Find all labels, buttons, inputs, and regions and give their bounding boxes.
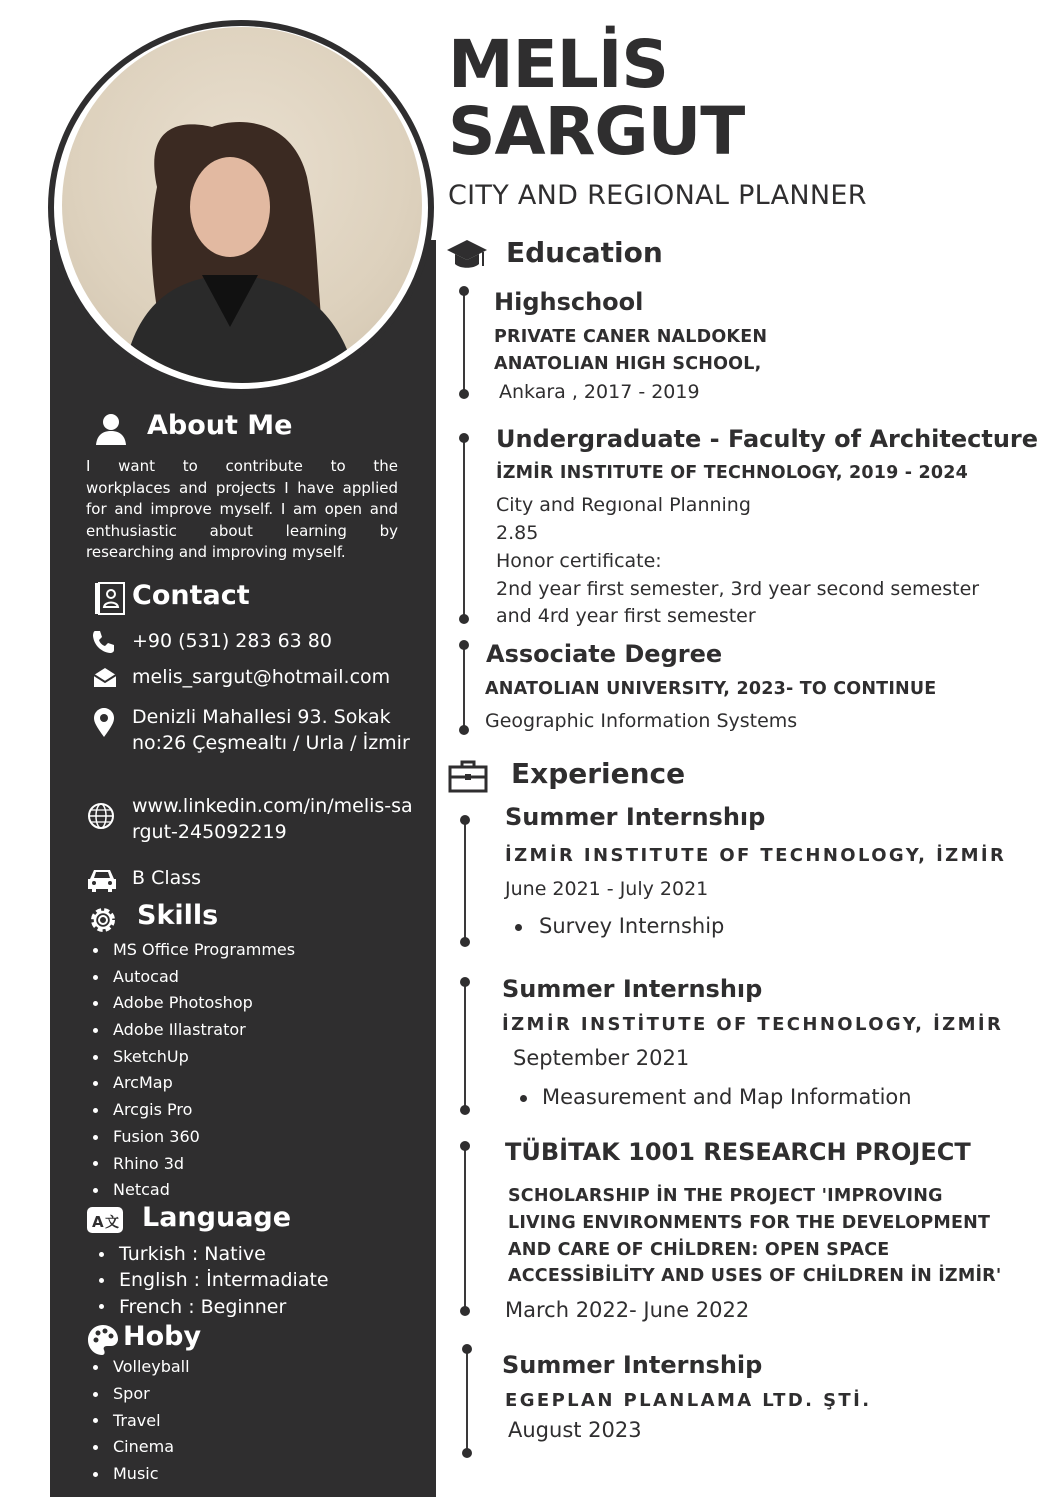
user-icon bbox=[94, 412, 128, 446]
timeline-line bbox=[466, 1349, 468, 1453]
about-text-rest: workplaces and projects I have applied for and improve myself. I am open and enthusiastic about learning by researching and improving myself. bbox=[86, 478, 398, 561]
graduation-cap-icon bbox=[446, 238, 488, 272]
hoby-item: Travel bbox=[86, 1408, 190, 1435]
exp4-title: Summer Internship bbox=[502, 1351, 763, 1379]
undergrad-honor-label: Honor certificate: bbox=[496, 550, 662, 572]
undergrad-title: Undergraduate - Faculty of Architecture bbox=[496, 425, 1039, 453]
phone-value[interactable]: +90 (531) 283 63 80 bbox=[132, 630, 332, 652]
timeline-dot bbox=[460, 1306, 470, 1316]
highschool-school-line1: PRIVATE CANER NALDOKEN bbox=[494, 327, 768, 347]
skills-list bbox=[86, 937, 295, 1204]
license-value: B Class bbox=[132, 867, 202, 889]
associate-school: ANATOLIAN UNIVERSITY, 2023- TO CONTINUE bbox=[485, 679, 937, 699]
exp3-desc-line4: ACCESSİBİLİTY AND USES OF CHİLDREN İN İZMİR' bbox=[508, 1266, 1002, 1286]
exp1-title: Summer Internshıp bbox=[505, 803, 766, 831]
exp3-desc-line2: LIVING ENVIRONMENTS FOR THE DEVELOPMENT bbox=[508, 1213, 991, 1233]
about-text bbox=[86, 456, 398, 564]
exp1-org: İZMİR INSTITUTE OF TECHNOLOGY, İZMİR bbox=[505, 845, 1007, 866]
highschool-school-line2: ANATOLIAN HIGH SCHOOL, bbox=[494, 354, 762, 374]
phone-icon bbox=[86, 628, 120, 658]
language-item: Turkish : Native bbox=[92, 1241, 329, 1267]
exp1-dates: June 2021 - July 2021 bbox=[505, 878, 709, 900]
language-item: French : Beginner bbox=[92, 1294, 329, 1320]
exp2-title: Summer Internshıp bbox=[502, 975, 763, 1003]
hoby-item: Music bbox=[86, 1461, 190, 1488]
timeline-dot bbox=[459, 725, 469, 735]
hoby-item: Cinema bbox=[86, 1434, 190, 1461]
skill-item: ArcMap bbox=[86, 1070, 295, 1097]
hoby-item: Volleyball bbox=[86, 1354, 190, 1381]
skill-item: SketchUp bbox=[86, 1044, 295, 1071]
skill-item: Rhino 3d bbox=[86, 1151, 295, 1178]
exp1-bullet: Survey Internship bbox=[539, 914, 725, 938]
job-title: CITY AND REGIONAL PLANNER bbox=[448, 180, 867, 211]
highschool-title: Highschool bbox=[494, 288, 644, 316]
timeline-dot bbox=[459, 389, 469, 399]
exp2-dates: September 2021 bbox=[513, 1046, 690, 1070]
timeline-line bbox=[463, 644, 465, 730]
timeline-dot bbox=[460, 977, 470, 987]
skill-item: Arcgis Pro bbox=[86, 1097, 295, 1124]
contact-heading: Contact bbox=[132, 580, 250, 611]
linkedin-value[interactable]: www.linkedin.com/in/melis-sargut-245092219 bbox=[132, 795, 413, 843]
timeline-line bbox=[463, 290, 465, 395]
language-item: English : İntermadiate bbox=[92, 1267, 329, 1293]
svg-text:文: 文 bbox=[105, 1215, 119, 1231]
timeline-dot bbox=[459, 640, 469, 650]
exp2-bullet: Measurement and Map Information bbox=[542, 1085, 912, 1109]
skill-item: Adobe Illastrator bbox=[86, 1017, 295, 1044]
experience-heading: Experience bbox=[511, 757, 686, 790]
language-list bbox=[92, 1241, 329, 1320]
contact-card-icon bbox=[94, 582, 126, 616]
exp3-dates: March 2022- June 2022 bbox=[505, 1298, 750, 1322]
education-heading: Education bbox=[506, 236, 663, 269]
about-heading: About Me bbox=[147, 410, 293, 441]
about-text-line1: I want to contribute to the bbox=[86, 457, 398, 475]
undergrad-program: City and Regıonal Planning bbox=[496, 494, 751, 516]
exp4-org: EGEPLAN PLANLAMA LTD. ŞTİ. bbox=[505, 1390, 872, 1411]
briefcase-icon bbox=[448, 759, 488, 793]
svg-text:A: A bbox=[92, 1213, 104, 1231]
timeline-dot bbox=[462, 1344, 472, 1354]
skill-item: Autocad bbox=[86, 964, 295, 991]
timeline-dot bbox=[459, 286, 469, 296]
bullet bbox=[520, 1095, 527, 1102]
undergrad-honor-line1: 2nd year first semester, 3rd year second semester bbox=[496, 578, 980, 600]
timeline-dot bbox=[462, 1448, 472, 1458]
last-name: SARGUT bbox=[448, 93, 745, 170]
bullet bbox=[515, 924, 522, 931]
exp3-desc-line1: SCHOLARSHIP İN THE PROJECT 'IMPROVING bbox=[508, 1186, 943, 1206]
mail-icon bbox=[86, 664, 120, 694]
timeline-dot bbox=[460, 815, 470, 825]
profile-photo bbox=[62, 27, 422, 383]
timeline-dot bbox=[459, 614, 469, 624]
skill-item: MS Office Programmes bbox=[86, 937, 295, 964]
language-heading: Language bbox=[142, 1202, 292, 1233]
exp2-org: İZMİR INSTİTUTE OF TECHNOLOGY, İZMİR bbox=[502, 1014, 1004, 1035]
timeline-line bbox=[463, 437, 465, 619]
skills-heading: Skills bbox=[137, 900, 219, 931]
hoby-heading: Hoby bbox=[123, 1321, 202, 1352]
timeline-line bbox=[464, 1146, 466, 1311]
exp3-desc-line3: AND CARE OF CHİLDREN: OPEN SPACE bbox=[508, 1240, 890, 1260]
associate-program: Geographic Information Systems bbox=[485, 710, 798, 732]
exp3-title: TÜBİTAK 1001 RESEARCH PROJECT bbox=[505, 1138, 971, 1166]
timeline-dot bbox=[460, 937, 470, 947]
undergrad-honor-line2: and 4rd year first semester bbox=[496, 605, 756, 627]
globe-icon bbox=[86, 801, 120, 831]
translate-icon bbox=[86, 1206, 124, 1238]
skill-item: Fusion 360 bbox=[86, 1124, 295, 1151]
first-name: MELİS bbox=[448, 26, 668, 103]
timeline-line bbox=[464, 982, 466, 1110]
timeline-dot bbox=[460, 1141, 470, 1151]
palette-icon bbox=[86, 1323, 120, 1357]
address-value: Denizli Mahallesi 93. Sokak no:26 Çeşmealtı / Urla / İzmir bbox=[132, 706, 410, 754]
hoby-item: Spor bbox=[86, 1381, 190, 1408]
undergrad-school: İZMİR INSTITUTE OF TECHNOLOGY, 2019 - 2024 bbox=[496, 463, 969, 483]
skill-item: Netcad bbox=[86, 1177, 295, 1204]
location-pin-icon bbox=[86, 704, 120, 738]
associate-title: Associate Degree bbox=[486, 640, 723, 668]
undergrad-gpa: 2.85 bbox=[496, 522, 539, 544]
car-icon bbox=[86, 865, 120, 895]
exp4-dates: August 2023 bbox=[508, 1418, 642, 1442]
email-value[interactable]: melis_sargut@hotmail.com bbox=[132, 666, 391, 688]
highschool-place-dates: Ankara , 2017 - 2019 bbox=[499, 381, 700, 403]
timeline-dot bbox=[460, 1105, 470, 1115]
gear-icon bbox=[86, 903, 120, 937]
timeline-line bbox=[464, 820, 466, 942]
skill-item: Adobe Photoshop bbox=[86, 990, 295, 1017]
timeline-dot bbox=[459, 433, 469, 443]
hoby-list bbox=[86, 1354, 190, 1488]
